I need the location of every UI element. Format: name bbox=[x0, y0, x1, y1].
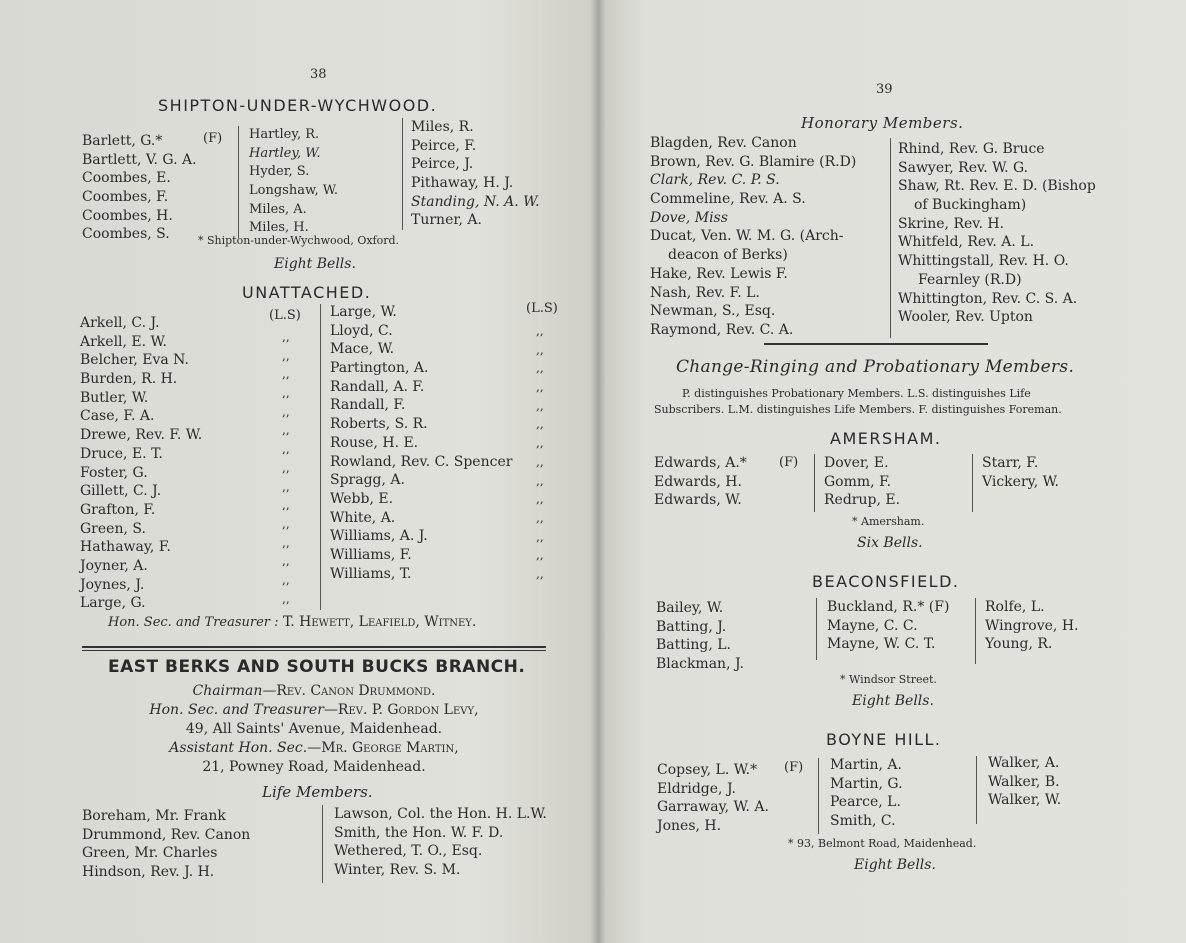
member-name: Winter, Rev. S. M. bbox=[334, 862, 461, 879]
ditto-mark: ,, bbox=[536, 324, 544, 338]
honorary-heading: Honorary Members. bbox=[801, 114, 964, 132]
member-name: Walker, W. bbox=[988, 792, 1062, 809]
member-name: Webb, E. bbox=[330, 490, 394, 507]
amersham-column-3 bbox=[982, 454, 1059, 491]
amersham-column-2 bbox=[824, 454, 900, 510]
member-name: Large, G. bbox=[80, 595, 146, 612]
member-name: Longshaw, W. bbox=[249, 183, 339, 199]
ditto-mark: ,, bbox=[282, 572, 290, 587]
member-name: Arkell, E. W. bbox=[80, 333, 167, 350]
ditto-mark: ,, bbox=[282, 367, 290, 382]
member-name: Edwards, A.* bbox=[654, 455, 747, 471]
member-name: Gomm, F. bbox=[824, 473, 892, 490]
member-name: Redrup, E. bbox=[824, 492, 901, 509]
treasurer-address: 49, All Saints' Avenue, Maidenhead. bbox=[185, 721, 443, 737]
honorary-column-2 bbox=[898, 140, 1096, 327]
member-name: Whitfeld, Rev. A. L. bbox=[898, 234, 1035, 251]
shipton-column-2 bbox=[249, 126, 338, 238]
member-name: Hathaway, F. bbox=[80, 539, 171, 556]
member-name: Nash, Rev. F. L. bbox=[650, 284, 760, 301]
member-name: Eldridge, J. bbox=[657, 780, 736, 797]
member-name: Hartley, W. bbox=[249, 145, 321, 161]
chairman-label: Chairman— bbox=[192, 683, 277, 699]
member-name: Copsey, L. W.* bbox=[657, 762, 758, 778]
member-name: Grafton, F. bbox=[80, 501, 156, 518]
ditto-mark: ,, bbox=[282, 460, 290, 475]
column-divider bbox=[976, 756, 977, 824]
member-name: Jones, H. bbox=[657, 818, 722, 835]
beaconsfield-column-1 bbox=[656, 599, 744, 674]
member-name: Coombes, E. bbox=[82, 170, 171, 187]
column-divider bbox=[238, 126, 239, 238]
member-name: Butler, W. bbox=[80, 389, 149, 406]
member-name: Martin, G. bbox=[830, 775, 903, 792]
ditto-mark: ,, bbox=[282, 591, 290, 606]
ditto-mark: ,, bbox=[282, 330, 290, 344]
shipton-column-3 bbox=[411, 118, 540, 230]
member-name: Burden, R. H. bbox=[80, 371, 178, 388]
section-heading-amersham: AMERSHAM. bbox=[830, 429, 942, 448]
member-name: Miles, A. bbox=[249, 201, 307, 217]
section-rule bbox=[82, 650, 546, 651]
member-name: Hartley, R. bbox=[249, 127, 320, 142]
beaconsfield-column-2 bbox=[827, 598, 949, 654]
member-name: Spragg, A. bbox=[330, 472, 405, 489]
member-name: Miles, R. bbox=[411, 119, 474, 135]
legend-line: P. distinguishes Probationary Members. L.S. distinguishes Life bbox=[682, 387, 1031, 400]
member-name: Bartlett, V. G. A. bbox=[82, 151, 197, 168]
section-heading-unattached: UNATTACHED. bbox=[242, 283, 372, 302]
member-name: Barlett, G.* bbox=[82, 133, 163, 149]
member-name: Standing, N. A. W. bbox=[411, 193, 540, 210]
amersham-column-1 bbox=[654, 454, 747, 510]
member-name: Edwards, H. bbox=[654, 473, 742, 490]
member-name: Gillett, C. J. bbox=[80, 483, 162, 500]
member-name: Shaw, Rt. Rev. E. D. (Bishop bbox=[898, 178, 1096, 195]
assistant-line bbox=[82, 740, 546, 756]
assistant-value: Mr. George Martin, bbox=[321, 740, 459, 756]
unattached-column-2 bbox=[330, 303, 512, 583]
member-name: Mayne, C. C. bbox=[827, 617, 918, 634]
member-name: Batting, J. bbox=[656, 618, 727, 635]
book-gutter bbox=[590, 0, 606, 943]
member-name: Green, Mr. Charles bbox=[82, 845, 218, 862]
ditto-mark: ,, bbox=[282, 423, 290, 438]
member-name: Batting, L. bbox=[656, 637, 731, 654]
life-subscriber-header: (L.S) bbox=[269, 308, 301, 323]
member-name: Edwards, W. bbox=[654, 492, 742, 509]
ditto-mark: ,, bbox=[536, 454, 544, 469]
honorary-column-1 bbox=[650, 134, 856, 340]
ditto-mark: ,, bbox=[536, 548, 544, 563]
member-name: Coombes, H. bbox=[82, 207, 173, 224]
column-divider bbox=[322, 805, 323, 883]
secretary-line bbox=[108, 614, 476, 630]
ditto-mark: ,, bbox=[536, 473, 544, 488]
member-name: Rolfe, L. bbox=[985, 599, 1045, 615]
bell-location-note: * 93, Belmont Road, Maidenhead. bbox=[788, 837, 977, 850]
ditto-mark: ,, bbox=[282, 404, 290, 419]
member-name: Hyder, S. bbox=[249, 164, 310, 180]
ditto-mark: ,, bbox=[282, 535, 290, 550]
ditto-mark: ,, bbox=[282, 554, 290, 569]
ditto-mark: ,, bbox=[536, 361, 544, 376]
member-name: Hindson, Rev. J. H. bbox=[82, 864, 215, 881]
column-divider bbox=[816, 598, 817, 660]
member-name: Rouse, H. E. bbox=[330, 434, 419, 451]
member-name: Williams, A. J. bbox=[330, 528, 428, 545]
member-name: Sawyer, Rev. W. G. bbox=[898, 159, 1029, 176]
member-name: Joyner, A. bbox=[80, 557, 148, 574]
ditto-mark: ,, bbox=[282, 386, 290, 401]
member-name: Hake, Rev. Lewis F. bbox=[650, 265, 788, 282]
member-name: Vickery, W. bbox=[982, 473, 1059, 490]
member-name: Walker, B. bbox=[988, 773, 1060, 790]
life-members-column-1 bbox=[82, 807, 250, 882]
ditto-mark: ,, bbox=[536, 342, 544, 357]
ditto-mark: ,, bbox=[536, 492, 544, 507]
bells-count: Eight Bells. bbox=[274, 256, 356, 272]
member-name: Clark, Rev. C. P. S. bbox=[650, 172, 780, 189]
section-heading-beaconsfield: BEACONSFIELD. bbox=[812, 572, 960, 591]
boyne-hill-column-2 bbox=[830, 756, 903, 831]
bells-count: Eight Bells. bbox=[854, 857, 936, 873]
member-name: Peirce, F. bbox=[411, 137, 477, 154]
member-name: Turner, A. bbox=[411, 212, 482, 229]
life-members-heading: Life Members. bbox=[262, 783, 373, 801]
member-name: Brown, Rev. G. Blamire (R.D) bbox=[650, 153, 857, 170]
member-name: Whittingstall, Rev. H. O. bbox=[898, 253, 1069, 270]
page-number: 39 bbox=[876, 82, 893, 97]
ditto-mark: ,, bbox=[282, 442, 290, 457]
legend-line: Subscribers. L.M. distinguishes Life Members. F. distinguishes Foreman. bbox=[654, 403, 1062, 416]
member-name: Boreham, Mr. Frank bbox=[82, 808, 226, 824]
member-name: Williams, T. bbox=[330, 565, 412, 582]
member-name: Wingrove, H. bbox=[985, 617, 1079, 634]
member-name: Whittington, Rev. C. S. A. bbox=[898, 290, 1078, 307]
member-name: Rowland, Rev. C. Spencer bbox=[330, 453, 513, 470]
member-name: Foster, G. bbox=[80, 464, 148, 481]
treasurer-label: Hon. Sec. and Treasurer— bbox=[149, 702, 338, 718]
member-name: Buckland, R.* (F) bbox=[827, 599, 950, 615]
bell-location-note: * Amersham. bbox=[852, 515, 925, 528]
member-name: Rhind, Rev. G. Bruce bbox=[898, 141, 1045, 157]
member-name: Bailey, W. bbox=[656, 600, 724, 616]
ditto-mark: ,, bbox=[536, 380, 544, 395]
chairman-value: Rev. Canon Drummond. bbox=[276, 683, 436, 699]
chairman-line bbox=[82, 683, 546, 699]
member-name: Blagden, Rev. Canon bbox=[650, 135, 797, 151]
ditto-mark: ,, bbox=[282, 516, 290, 531]
member-name: Williams, F. bbox=[330, 546, 412, 563]
ditto-mark: ,, bbox=[536, 436, 544, 451]
foreman-mark: (F) bbox=[779, 455, 799, 470]
member-name: Druce, E. T. bbox=[80, 445, 163, 462]
page-number: 38 bbox=[310, 67, 327, 82]
member-name: Smith, C. bbox=[830, 813, 896, 830]
member-name: Ducat, Ven. W. M. G. (Arch- bbox=[650, 228, 844, 245]
member-name: Starr, F. bbox=[982, 455, 1039, 471]
ditto-mark: ,, bbox=[536, 398, 544, 413]
member-name: Roberts, S. R. bbox=[330, 416, 428, 433]
member-name: White, A. bbox=[330, 509, 396, 526]
member-name: Miles, H. bbox=[249, 220, 309, 236]
foreman-mark: (F) bbox=[203, 131, 223, 146]
member-name: Joynes, J. bbox=[80, 576, 145, 593]
member-name: Belcher, Eva N. bbox=[80, 352, 189, 369]
member-name: Coombes, S. bbox=[82, 226, 170, 243]
member-name: Walker, A. bbox=[988, 755, 1060, 771]
member-name: Green, S. bbox=[80, 520, 146, 537]
member-name: Mayne, W. C. T. bbox=[827, 636, 936, 653]
member-name: Dover, E. bbox=[824, 455, 889, 471]
member-name: Case, F. A. bbox=[80, 408, 155, 425]
section-heading-shipton: SHIPTON-UNDER-WYCHWOOD. bbox=[158, 96, 438, 115]
member-name: Randall, F. bbox=[330, 397, 406, 414]
member-name: Large, W. bbox=[330, 304, 397, 320]
ditto-marks-column-1 bbox=[282, 328, 290, 608]
member-name: Arkell, C. J. bbox=[80, 315, 160, 331]
right-page bbox=[598, 0, 1186, 943]
member-name-continued: Fearnley (R.D) bbox=[918, 271, 1022, 288]
bell-location-note: * Windsor Street. bbox=[840, 673, 937, 686]
section-heading-boyne-hill: BOYNE HILL. bbox=[826, 730, 942, 749]
member-name: Coombes, F. bbox=[82, 189, 169, 206]
member-name: Smith, the Hon. W. F. D. bbox=[334, 824, 504, 841]
secretary-value: T. Hewett, Leafield, Witney. bbox=[282, 614, 477, 630]
shipton-column-1 bbox=[82, 132, 197, 244]
member-name: Peirce, J. bbox=[411, 156, 474, 173]
column-divider bbox=[972, 454, 973, 512]
ditto-mark: ,, bbox=[536, 510, 544, 525]
beaconsfield-column-3 bbox=[985, 598, 1078, 654]
section-rule bbox=[82, 646, 546, 648]
section-rule bbox=[764, 343, 988, 345]
bell-location-note: * Shipton-under-Wychwood, Oxford. bbox=[198, 234, 400, 247]
assistant-address: 21, Powney Road, Maidenhead. bbox=[202, 759, 426, 775]
bells-count: Eight Bells. bbox=[852, 693, 934, 709]
ditto-mark: ,, bbox=[282, 479, 290, 494]
member-name: Dove, Miss bbox=[650, 209, 728, 226]
member-name: Garraway, W. A. bbox=[657, 799, 769, 816]
life-subscriber-header: (L.S) bbox=[526, 301, 558, 316]
assistant-label: Assistant Hon. Sec.— bbox=[169, 740, 322, 756]
member-name: Commeline, Rev. A. S. bbox=[650, 191, 806, 208]
change-ringing-heading: Change-Ringing and Probationary Members. bbox=[676, 357, 1075, 377]
ditto-mark: ,, bbox=[536, 566, 544, 581]
column-divider bbox=[814, 454, 815, 512]
bells-count: Six Bells. bbox=[857, 535, 923, 551]
member-name: Mace, W. bbox=[330, 341, 395, 358]
member-name: Young, R. bbox=[985, 636, 1053, 653]
column-divider bbox=[320, 304, 321, 610]
member-name: Lawson, Col. the Hon. H. L.W. bbox=[334, 806, 547, 822]
secretary-label: Hon. Sec. and Treasurer : bbox=[108, 615, 279, 630]
unattached-column-1 bbox=[80, 314, 202, 613]
member-name: Wooler, Rev. Upton bbox=[898, 309, 1033, 326]
boyne-hill-column-1 bbox=[657, 761, 769, 836]
treasurer-value: Rev. P. Gordon Levy, bbox=[337, 702, 479, 718]
ditto-mark: ,, bbox=[282, 498, 290, 513]
member-name: Wethered, T. O., Esq. bbox=[334, 843, 483, 860]
member-name-continued: of Buckingham) bbox=[914, 197, 1027, 214]
member-name: Newman, S., Esq. bbox=[650, 303, 776, 320]
member-name: Martin, A. bbox=[830, 757, 902, 773]
member-name: Randall, A. F. bbox=[330, 378, 425, 395]
member-name: Raymond, Rev. C. A. bbox=[650, 321, 794, 338]
member-name: Skrine, Rev. H. bbox=[898, 215, 1005, 232]
member-name: Blackman, J. bbox=[656, 656, 744, 673]
column-divider bbox=[818, 758, 819, 834]
member-name-continued: deacon of Berks) bbox=[668, 247, 788, 264]
member-name: Lloyd, C. bbox=[330, 322, 393, 339]
treasurer-line bbox=[82, 702, 546, 718]
ditto-mark: ,, bbox=[536, 417, 544, 432]
member-name: Drummond, Rev. Canon bbox=[82, 826, 251, 843]
member-name: Pearce, L. bbox=[830, 794, 901, 811]
boyne-hill-column-3 bbox=[988, 754, 1061, 810]
member-name: Pithaway, H. J. bbox=[411, 175, 514, 192]
column-divider bbox=[975, 598, 976, 664]
member-name: Partington, A. bbox=[330, 360, 429, 377]
ditto-mark: ,, bbox=[536, 529, 544, 544]
member-name: Drewe, Rev. F. W. bbox=[80, 427, 203, 444]
column-divider bbox=[402, 118, 403, 230]
column-divider bbox=[890, 138, 891, 338]
foreman-mark: (F) bbox=[784, 760, 804, 775]
ditto-marks-column-2 bbox=[536, 322, 544, 584]
life-members-column-2 bbox=[334, 805, 547, 880]
ditto-mark: ,, bbox=[282, 348, 290, 363]
branch-heading: EAST BERKS AND SOUTH BUCKS BRANCH. bbox=[108, 657, 526, 677]
